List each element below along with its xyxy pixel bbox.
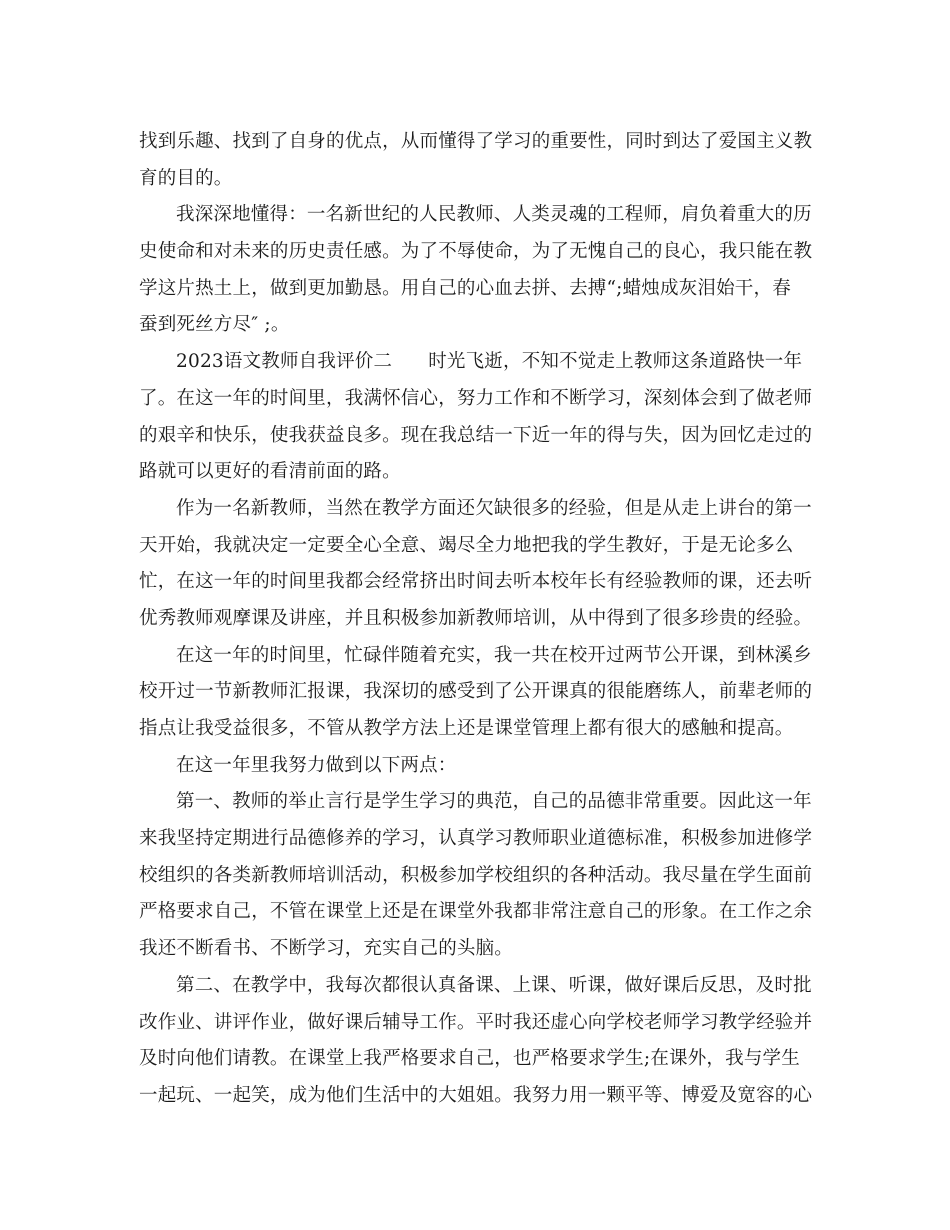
text-line: 严格要求自己，不管在课堂上还是在课堂外我都非常注意自己的形象。在工作之余 xyxy=(139,901,813,923)
paragraph xyxy=(139,124,813,197)
text-line: 第一、教师的举止言行是学生学习的典范，自己的品德非常重要。因此这一年 xyxy=(176,791,812,813)
text-line: 育的目的。 xyxy=(139,167,233,189)
text-line: 在这一年里我努力做到以下两点： xyxy=(176,754,457,776)
text-line: 校组织的各类新教师培训活动，积极参加学校组织的各种活动。我尽量在学生面前 xyxy=(139,864,813,886)
text-line: 在这一年的时间里，忙碌伴随着充实，我一共在校开过两节公开课，到林溪乡 xyxy=(176,644,812,666)
text-line: 史使命和对未来的历史责任感。为了不辱使命，为了无愧自己的良心，我只能在教 xyxy=(139,241,813,263)
paragraph xyxy=(139,638,813,748)
text-line: 蚕到死丝方尽″ ;。 xyxy=(139,314,290,336)
text-line: 第二、在教学中，我每次都很认真备课、上课、听课，做好课后反思，及时批 xyxy=(176,974,812,996)
section-heading: 2023语文教师自我评价二 xyxy=(176,351,393,373)
text-line: 路就可以更好的看清前面的路。 xyxy=(139,461,401,483)
text-line: 一起玩、一起笑，成为他们生活中的大姐姐。我努力用一颗平等、博爱及宽容的心 xyxy=(139,1084,813,1106)
paragraph xyxy=(139,491,813,638)
text-line: 指点让我受益很多，不管从教学方法上还是课堂管理上都有很大的感触和提高。 xyxy=(139,718,794,739)
text-line: 的艰辛和快乐，使我获益良多。现在我总结一下近一年的得与失，因为回忆走过的 xyxy=(139,424,813,446)
text-line: 校开过一节新教师汇报课，我深切的感受到了公开课真的很能磨练人，前辈老师的 xyxy=(139,681,813,703)
text-line: 忙，在这一年的时间里我都会经常挤出时间去听本校年长有经验教师的课，还去听 xyxy=(139,571,813,593)
text-line: 了。在这一年的时间里，我满怀信心，努力工作和不断学习，深刻体会到了做老师 xyxy=(139,387,813,409)
text-line: 来我坚持定期进行品德修养的学习，认真学习教师职业道德标准，积极参加进修学 xyxy=(139,828,813,850)
paragraph xyxy=(139,784,813,967)
text-line: 及时向他们请教。在课堂上我严格要求自己，也严格要求学生;在课外，我与学生 xyxy=(139,1048,800,1070)
paragraph xyxy=(139,748,813,785)
text-line: 天开始，我就决定一定要全心全意、竭尽全力地把我的学生教好，于是无论多么 xyxy=(139,534,794,556)
text-line: 找到乐趣、找到了自身的优点，从而懂得了学习的重要性，同时到达了爱国主义教 xyxy=(139,131,813,152)
text-line: 优秀教师观摩课及讲座，并且积极参加新教师培训，从中得到了很多珍贵的经验。 xyxy=(139,607,813,629)
paragraph xyxy=(139,197,813,344)
paragraph xyxy=(139,344,813,491)
text-line: 我深深地懂得：一名新世纪的人民教师、人类灵魂的工程师，肩负着重大的历 xyxy=(176,204,812,226)
text-line xyxy=(139,344,813,381)
heading-line-text: 时光飞逝，不知不觉走上教师这条道路快一年 xyxy=(428,351,803,373)
text-line: 学这片热土上，做到更加勤恳。用自己的心血去拼、去搏“;蜡烛成灰泪始干，春 xyxy=(139,277,791,299)
document-body xyxy=(139,124,813,1115)
paragraph xyxy=(139,968,813,1115)
text-line: 改作业、讲评作业，做好课后辅导工作。平时我还虚心向学校老师学习教学经验并 xyxy=(139,1011,813,1033)
text-line: 作为一名新教师，当然在教学方面还欠缺很多的经验，但是从走上讲台的第一 xyxy=(176,497,812,519)
text-line: 我还不断看书、不断学习，充实自己的头脑。 xyxy=(139,938,514,960)
